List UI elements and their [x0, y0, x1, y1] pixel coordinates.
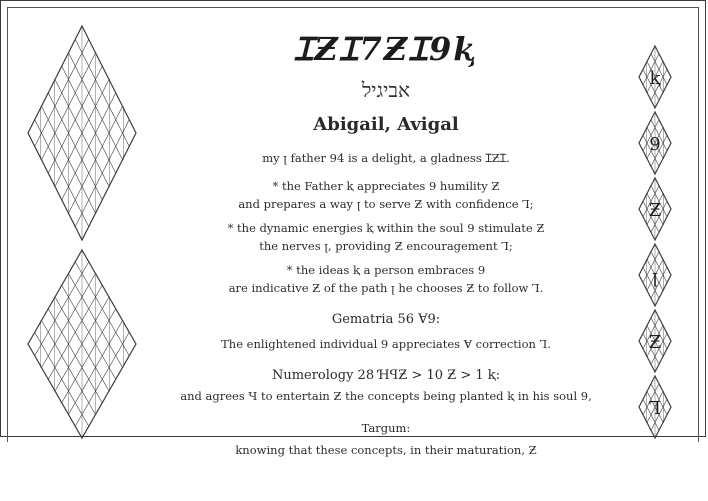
side-letter-diamond [638, 177, 672, 241]
note-line: * the Father ⱪ appreciates 9 humility Ƶ [272, 179, 500, 193]
note-line: and prepares a way ꞁ to serve Ƶ with confidence Ꞁ; [238, 197, 534, 211]
diamond-ornament-bottom [27, 249, 137, 439]
english-name: Abigail, Avigal [313, 114, 459, 135]
numerology-heading: Numerology 28 ꞪꟼƵ > 10 Ƶ > 1 ⱪ: [271, 368, 501, 383]
side-letter: Ƶ [648, 332, 662, 353]
note-line: the nerves ꞁ, providing Ƶ encouragement Ꞁ; [259, 239, 513, 253]
targum-text: knowing that these concepts, in their maturation, Ƶ [235, 443, 537, 457]
targum-heading: Targum: [361, 421, 411, 435]
side-letter-diamond [638, 309, 672, 373]
note-line: * the dynamic energies ⱪ within the soul 9 stimulate Ƶ [227, 221, 545, 235]
side-letter-diamond [638, 111, 672, 175]
gematria-text: The enlightened individual 9 appreciates Ɐ correction Ꞁ. [221, 337, 551, 351]
side-letter-diamond [638, 375, 672, 439]
note-line: are indicative Ƶ of the path ꞁ he chooses Ƶ to follow Ꞁ. [228, 281, 544, 295]
name-meaning: my ꞁ father 94 is a delight, a gladness ꞮƵꞮ. [262, 151, 510, 165]
diamond-ornament-top [27, 25, 137, 241]
side-letter: Ꞁ [649, 398, 661, 419]
numerology-text: and agrees Ɥ to entertain Ƶ the concepts being planted ⱪ in his soul 9, [180, 389, 592, 403]
side-letter: ꞁ [652, 266, 658, 287]
side-letter-diamond [638, 45, 672, 109]
note-block [151, 219, 621, 255]
side-letter: ⱪ [649, 68, 661, 89]
hebrew-name: אביגיל [361, 78, 411, 102]
note-line: * the ideas ⱪ a person embraces 9 [286, 263, 486, 277]
side-letter-diamond [638, 243, 672, 307]
note-block [151, 177, 621, 213]
name-card [151, 27, 621, 459]
side-letter: 9 [649, 134, 661, 155]
paleo-hebrew-title: ꞮƵꞮ7ƵꞮ9ⱪ [294, 30, 478, 68]
side-letter: Ƶ [648, 200, 662, 221]
note-block [151, 261, 621, 297]
gematria-heading: Gematria 56 Ɐ9: [331, 312, 441, 327]
